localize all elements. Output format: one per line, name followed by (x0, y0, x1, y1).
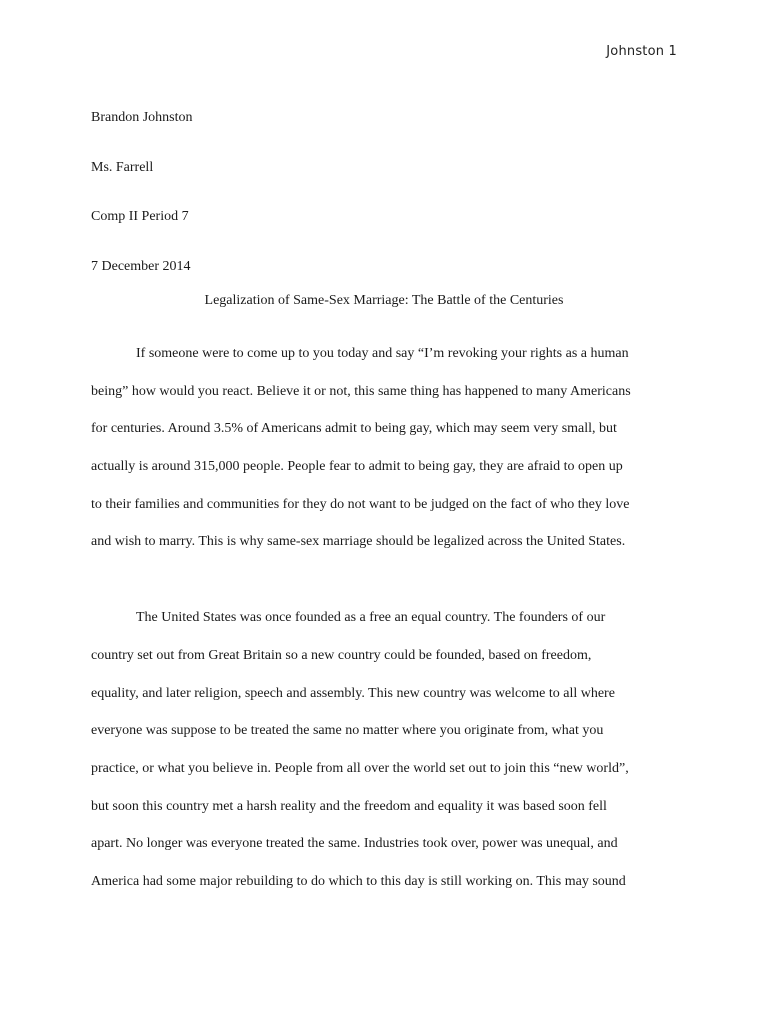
paragraph-spacer (91, 569, 691, 607)
paragraph-line: If someone were to come up to you today and say “I’m revoking your rights as a human (136, 346, 629, 361)
essay-title: Legalization of Same-Sex Marriage: The Battle of the Centuries (204, 293, 564, 308)
paragraph-2 (91, 607, 691, 909)
paragraph-line: country set out from Great Britain so a new country could be founded, based on freedom, (91, 647, 592, 663)
running-head-page-number: Johnston 1 (606, 44, 677, 59)
paragraph-line: The United States was once founded as a free an equal country. The founders of our (136, 610, 606, 626)
paragraph-line: everyone was suppose to be treated the same no matter where you originate from, what you (91, 723, 604, 739)
essay-body (91, 343, 691, 909)
paragraph-line: for centuries. Around 3.5% of Americans admit to being gay, which may seem very small, but (91, 421, 617, 437)
paragraph-line: to their families and communities for they do not want to be judged on the fact of who they love (91, 496, 630, 512)
course-name: Comp II Period 7 (91, 209, 189, 224)
paragraph-line: equality, and later religion, speech and assembly. This new country was welcome to all where (91, 685, 615, 701)
paragraph-line: practice, or what you believe in. People from all over the world set out to join this “new world”, (91, 760, 629, 776)
mla-heading (91, 93, 691, 291)
essay-date: 7 December 2014 (91, 258, 191, 274)
paragraph-line: actually is around 315,000 people. People fear to admit to being gay, they are afraid to open up (91, 459, 623, 475)
paragraph-line: apart. No longer was everyone treated the same. Industries took over, power was unequal, and (91, 836, 618, 852)
paragraph-line: America had some major rebuilding to do which to this day is still working on. This may sound (91, 873, 626, 889)
instructor-name: Ms. Farrell (91, 159, 154, 175)
paragraph-line: but soon this country met a harsh reality and the freedom and equality it was based soon fell (91, 798, 607, 814)
author-name: Brandon Johnston (91, 110, 193, 125)
paragraph-line: and wish to marry. This is why same-sex marriage should be legalized across the United States. (91, 534, 626, 550)
paragraph-1 (91, 343, 691, 569)
paragraph-line: being” how would you react. Believe it or not, this same thing has happened to many Americans (91, 383, 631, 399)
